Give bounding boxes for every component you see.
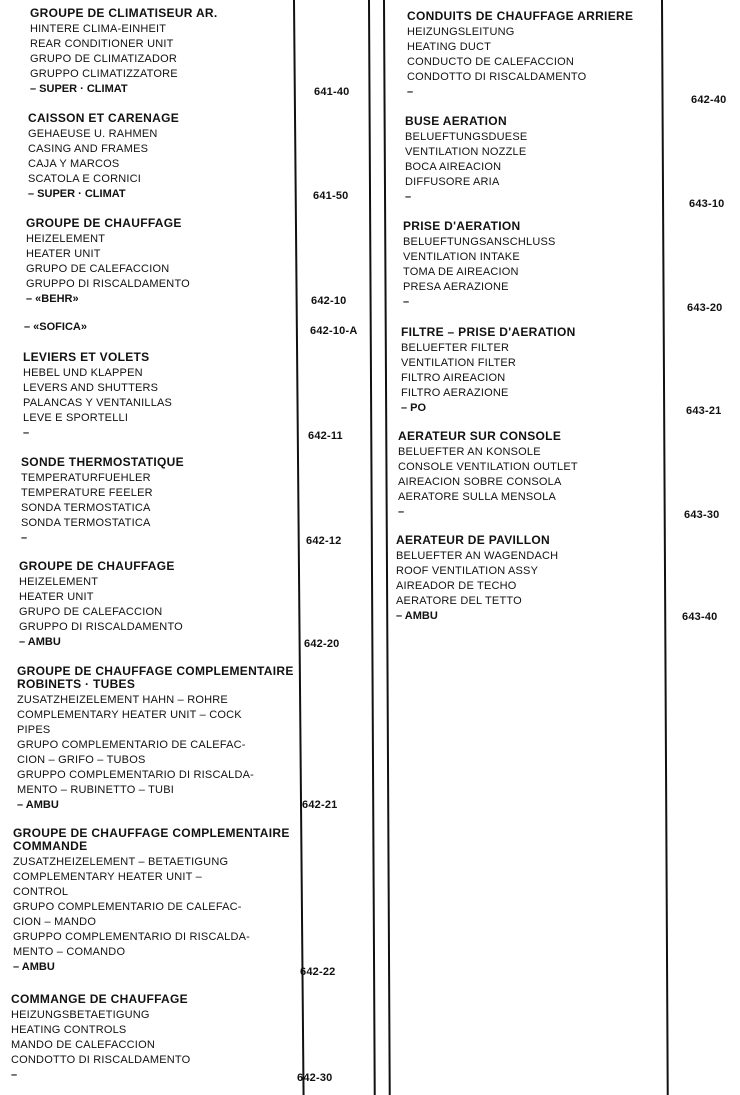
entry-line: HEIZUNGSLEITUNG: [407, 26, 515, 38]
entry-line: GRUPO DE CALEFACCION: [19, 606, 163, 618]
entry-line: HEATER UNIT: [26, 248, 101, 260]
catalog-entry: [401, 326, 740, 416]
catalog-entry: [17, 665, 357, 813]
catalog-entry: [28, 112, 368, 202]
catalog-entry: [405, 115, 740, 205]
column-rule-middle-b: [383, 0, 391, 1095]
entry-variant: –: [11, 1069, 18, 1081]
entry-title: LEVIERS ET VOLETS: [23, 350, 150, 364]
entry-title: GROUPE DE CHAUFFAGE: [19, 559, 175, 573]
entry-line: HEBEL UND KLAPPEN: [23, 367, 143, 379]
catalog-entry: [23, 351, 363, 441]
entry-variant: – «BEHR»: [26, 293, 79, 305]
catalog-entry: [398, 430, 738, 520]
part-code: 642-20: [304, 638, 340, 650]
entry-line: DIFFUSORE ARIA: [405, 176, 500, 188]
entry-title: CONDUITS DE CHAUFFAGE ARRIERE: [407, 9, 634, 23]
catalog-entry: [21, 456, 361, 546]
entry-line: LEVERS AND SHUTTERS: [23, 382, 159, 394]
entry-line: HEIZUNGSBETAETIGUNG: [11, 1009, 150, 1021]
entry-line: HEATING CONTROLS: [11, 1024, 127, 1036]
entry-line: GEHAEUSE U. RAHMEN: [28, 128, 158, 140]
entry-line: TEMPERATURFUEHLER: [21, 472, 151, 484]
entry-title: GROUPE DE CHAUFFAGE COMPLEMENTAIRE: [13, 826, 290, 840]
catalog-entry: [30, 7, 370, 97]
entry-line: GRUPPO COMPLEMENTARIO DI RISCALDA-: [17, 769, 255, 781]
entry-line: COMPLEMENTARY HEATER UNIT – COCK: [17, 709, 242, 721]
entry-line: SONDA TERMOSTATICA: [21, 517, 151, 529]
catalog-entry: [19, 560, 359, 650]
part-code: 642-22: [300, 966, 336, 978]
entry-line: MENTO – COMANDO: [13, 946, 126, 958]
catalog-entry: [11, 993, 351, 1083]
entry-line: BELUEFTUNGSDUESE: [405, 131, 528, 143]
catalog-entry: [26, 217, 366, 307]
entry-line: BELUEFTER AN KONSOLE: [398, 446, 541, 458]
entry-variant: – «SOFICA»: [24, 321, 87, 333]
entry-line: LEVE E SPORTELLI: [23, 412, 129, 424]
part-code: 642-11: [308, 430, 343, 442]
entry-subtitle: ROBINETS · TUBES: [17, 677, 136, 691]
entry-line: GRUPO DE CALEFACCION: [26, 263, 170, 275]
entry-variant: –: [21, 532, 28, 544]
entry-title: AERATEUR SUR CONSOLE: [398, 429, 562, 443]
entry-line: AIREADOR DE TECHO: [396, 580, 517, 592]
entry-line: AIREACION SOBRE CONSOLA: [398, 476, 562, 488]
entry-line: TEMPERATURE FEELER: [21, 487, 153, 499]
entry-title: CAISSON ET CARENAGE: [28, 111, 180, 125]
part-code: 642-40: [691, 94, 727, 106]
entry-subtitle: COMMANDE: [13, 839, 88, 853]
entry-line: ROOF VENTILATION ASSY: [396, 565, 539, 577]
entry-title: GROUPE DE CHAUFFAGE: [26, 216, 182, 230]
entry-line: SCATOLA E CORNICI: [28, 173, 142, 185]
entry-line: CAJA Y MARCOS: [28, 158, 120, 170]
part-code: 643-21: [686, 405, 722, 417]
entry-line: CASING AND FRAMES: [28, 143, 149, 155]
part-code: 642-21: [302, 799, 338, 811]
entry-title: GROUPE DE CHAUFFAGE COMPLEMENTAIRE: [17, 664, 294, 678]
entry-title: SONDE THERMOSTATIQUE: [21, 455, 184, 469]
entry-variant: – SUPER · CLIMAT: [28, 188, 126, 200]
part-code: 642-10-A: [310, 325, 358, 337]
entry-title: FILTRE – PRISE D'AERATION: [401, 325, 576, 339]
entry-line: VENTILATION NOZZLE: [405, 146, 527, 158]
column-rule-middle-a: [368, 0, 376, 1095]
entry-line: BELUEFTER AN WAGENDACH: [396, 550, 559, 562]
entry-line: AERATORE DEL TETTO: [396, 595, 522, 607]
entry-title: PRISE D'AERATION: [403, 219, 521, 233]
entry-line: HEATING DUCT: [407, 41, 492, 53]
entry-line: CION – GRIFO – TUBOS: [17, 754, 146, 766]
catalog-entry: [407, 10, 740, 100]
entry-line: HEIZELEMENT: [26, 233, 106, 245]
entry-line: PRESA AERAZIONE: [403, 281, 509, 293]
entry-line: FILTRO AERAZIONE: [401, 387, 509, 399]
entry-line: GRUPO COMPLEMENTARIO DE CALEFAC-: [17, 739, 246, 751]
entry-line: CONTROL: [13, 886, 69, 898]
entry-line: HEATER UNIT: [19, 591, 94, 603]
entry-line: GRUPPO CLIMATIZZATORE: [30, 68, 178, 80]
entry-variant: –: [407, 86, 414, 98]
entry-line: ZUSATZHEIZELEMENT – BETAETIGUNG: [13, 856, 229, 868]
entry-line: HEIZELEMENT: [19, 576, 99, 588]
entry-line: GRUPO DE CLIMATIZADOR: [30, 53, 178, 65]
entry-line: GRUPPO DI RISCALDAMENTO: [26, 278, 190, 290]
entry-line: CONSOLE VENTILATION OUTLET: [398, 461, 578, 473]
entry-line: VENTILATION INTAKE: [403, 251, 520, 263]
entry-variant: –: [405, 191, 412, 203]
entry-variant: – SUPER · CLIMAT: [30, 83, 128, 95]
part-code: 641-50: [313, 190, 349, 202]
entry-title: BUSE AERATION: [405, 114, 507, 128]
entry-line: CION – MANDO: [13, 916, 97, 928]
entry-title: AERATEUR DE PAVILLON: [396, 533, 551, 547]
entry-variant: – PO: [401, 402, 427, 414]
catalog-entry: [13, 827, 353, 975]
entry-line: BOCA AIREACION: [405, 161, 502, 173]
entry-line: GRUPPO DI RISCALDAMENTO: [19, 621, 183, 633]
entry-line: CONDOTTO DI RISCALDAMENTO: [407, 71, 587, 83]
entry-line: BELUEFTER FILTER: [401, 342, 510, 354]
entry-line: GRUPPO COMPLEMENTARIO DI RISCALDA-: [13, 931, 251, 943]
entry-line: MANDO DE CALEFACCION: [11, 1039, 155, 1051]
part-code: 641-40: [314, 86, 350, 98]
entry-line: GRUPO COMPLEMENTARIO DE CALEFAC-: [13, 901, 242, 913]
entry-line: VENTILATION FILTER: [401, 357, 517, 369]
entry-variant: –: [398, 506, 405, 518]
entry-line: SONDA TERMOSTATICA: [21, 502, 151, 514]
entry-line: PIPES: [17, 724, 51, 736]
entry-variant: –: [23, 427, 30, 439]
entry-variant: – AMBU: [17, 799, 59, 811]
entry-line: AERATORE SULLA MENSOLA: [398, 491, 557, 503]
entry-line: HINTERE CLIMA-EINHEIT: [30, 23, 167, 35]
part-code: 643-30: [684, 509, 720, 521]
part-code: 642-30: [297, 1072, 333, 1084]
part-code: 643-20: [687, 302, 723, 314]
entry-line: ZUSATZHEIZELEMENT HAHN – ROHRE: [17, 694, 228, 706]
entry-variant: – AMBU: [13, 961, 55, 973]
entry-title: GROUPE DE CLIMATISEUR AR.: [30, 6, 218, 20]
part-code: 643-40: [682, 611, 718, 623]
entry-line: TOMA DE AIREACION: [403, 266, 519, 278]
entry-variant: – AMBU: [396, 610, 438, 622]
part-code: 643-10: [689, 198, 725, 210]
part-code: 642-12: [306, 535, 342, 547]
entry-line: COMPLEMENTARY HEATER UNIT –: [13, 871, 202, 883]
entry-line: BELUEFTUNGSANSCHLUSS: [403, 236, 556, 248]
entry-line: CONDUCTO DE CALEFACCION: [407, 56, 574, 68]
entry-line: MENTO – RUBINETTO – TUBI: [17, 784, 174, 796]
entry-title: COMMANGE DE CHAUFFAGE: [11, 992, 188, 1006]
catalog-entry: [403, 220, 740, 310]
part-code: 642-10: [311, 295, 347, 307]
entry-line: FILTRO AIREACION: [401, 372, 506, 384]
entry-line: REAR CONDITIONER UNIT: [30, 38, 174, 50]
entry-variant: – AMBU: [19, 636, 61, 648]
entry-variant: –: [403, 296, 410, 308]
entry-line: CONDOTTO DI RISCALDAMENTO: [11, 1054, 191, 1066]
entry-line: PALANCAS Y VENTANILLAS: [23, 397, 173, 409]
